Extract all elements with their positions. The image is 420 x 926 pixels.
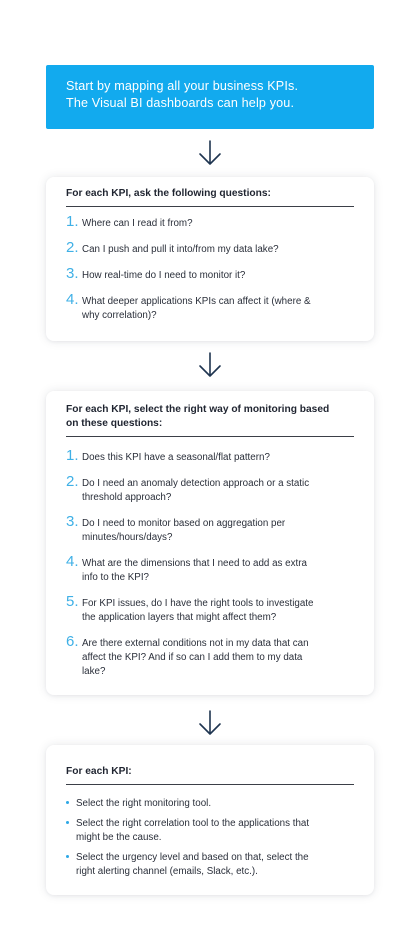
question-item (66, 513, 358, 545)
action-text: Select the right monitoring tool. (76, 798, 212, 809)
action-item (66, 851, 354, 879)
question-item (66, 473, 358, 505)
question-text: Do I need an anomaly detection approach or a static (82, 478, 310, 489)
item-number: 1. (66, 447, 79, 464)
question-item (66, 291, 358, 323)
item-number: 2. (66, 239, 79, 256)
question-text: What deeper applications KPIs can affect it (where & (82, 296, 311, 307)
down-arrow-icon (198, 710, 222, 736)
question-item (66, 633, 358, 679)
bullet-icon (66, 801, 69, 804)
down-arrow-icon (198, 352, 222, 378)
item-number: 3. (66, 513, 79, 530)
intro-line-1: Start by mapping all your business KPIs. (66, 79, 299, 93)
item-number: 1. (66, 213, 79, 230)
question-text: the application layers that might affect them? (82, 612, 277, 623)
down-arrow-icon (198, 140, 222, 166)
item-number: 4. (66, 553, 79, 570)
question-text: Are there external conditions not in my data that can (82, 638, 309, 649)
monitoring-questions-list (66, 447, 358, 679)
questions-list (66, 213, 358, 323)
monitoring-questions-card (46, 391, 374, 695)
item-number: 4. (66, 291, 79, 308)
intro-banner (46, 65, 374, 129)
question-text: What are the dimensions that I need to add as extra (82, 558, 307, 569)
item-number: 3. (66, 265, 79, 282)
intro-line-2: The Visual BI dashboards can help you. (66, 96, 295, 110)
question-text: lake? (82, 666, 106, 677)
question-text: affect the KPI? And if so can I add them to my data (82, 652, 303, 663)
actions-card (46, 745, 374, 895)
question-text: Can I push and pull it into/from my data lake? (82, 244, 279, 255)
question-item (66, 265, 358, 283)
question-text: info to the KPI? (82, 572, 149, 583)
monitoring-card-title (66, 403, 354, 437)
action-item (66, 797, 354, 811)
title-line: For each KPI, select the right way of monitoring based (66, 404, 330, 415)
item-number: 5. (66, 593, 79, 610)
bullet-icon (66, 855, 69, 858)
question-item (66, 593, 358, 625)
question-text: For KPI issues, do I have the right tools to investigate (82, 598, 314, 609)
question-text: Does this KPI have a seasonal/flat pattern? (82, 452, 270, 463)
bullet-icon (66, 821, 69, 824)
action-text: Select the urgency level and based on that, select the (76, 852, 309, 863)
actions-list (66, 797, 354, 879)
action-text: might be the cause. (76, 832, 162, 843)
question-text: Do I need to monitor based on aggregation per (82, 518, 286, 529)
questions-card (46, 177, 374, 341)
action-text: Select the right correlation tool to the applications that (76, 818, 310, 829)
question-text: minutes/hours/days? (82, 532, 173, 543)
item-number: 6. (66, 633, 79, 650)
actions-card-title: For each KPI: (66, 765, 354, 785)
question-item (66, 239, 358, 257)
questions-card-title: For each KPI, ask the following questions: (66, 187, 354, 207)
question-item (66, 213, 358, 231)
question-text: How real-time do I need to monitor it? (82, 270, 246, 281)
question-text: threshold approach? (82, 492, 172, 503)
action-item (66, 817, 354, 845)
question-text: why correlation)? (82, 310, 157, 321)
item-number: 2. (66, 473, 79, 490)
question-item (66, 447, 358, 465)
title-line: on these questions: (66, 418, 163, 429)
question-text: Where can I read it from? (82, 218, 193, 229)
action-text: right alerting channel (emails, Slack, etc.). (76, 866, 258, 877)
question-item (66, 553, 358, 585)
